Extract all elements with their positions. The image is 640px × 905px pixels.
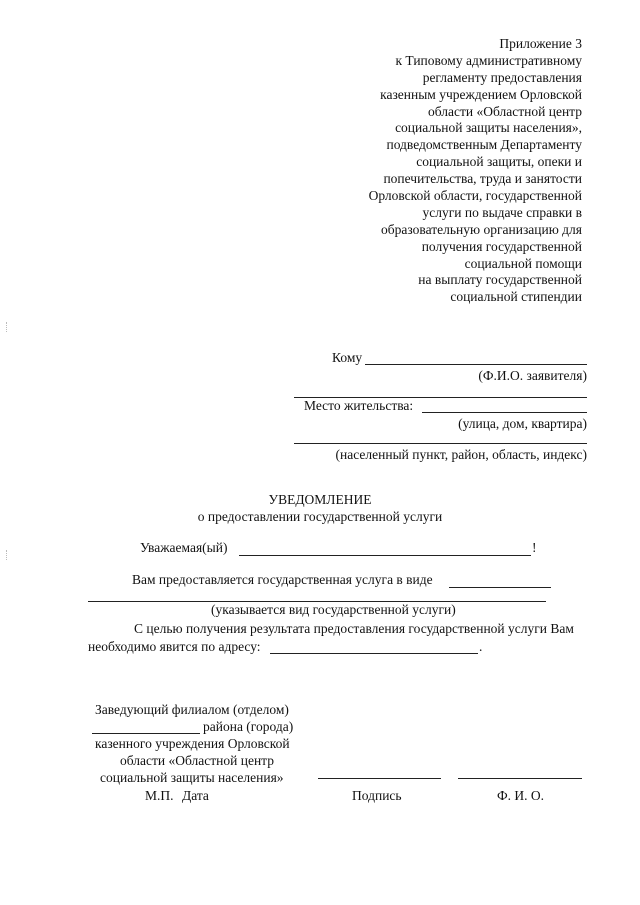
head-line5: социальной защиты населения» (100, 770, 284, 785)
locality-line (294, 443, 587, 444)
annex-line: регламенту предоставления (422, 69, 582, 85)
annex-line: образовательную организацию для (381, 221, 582, 237)
stamp-label: М.П. (145, 788, 174, 803)
street-caption: (улица, дом, квартира) (458, 416, 587, 431)
annex-line: услуги по выдаче справки в (422, 204, 582, 220)
annex-line: социальной помощи (464, 255, 582, 271)
service-caption: (указывается вид государственной услуги) (211, 602, 456, 617)
annex-line: области «Областной центр (428, 103, 582, 119)
to-label: Кому (332, 350, 363, 365)
annex-line: получения государственной (421, 238, 582, 254)
to-name-line (365, 364, 587, 365)
district-line (92, 733, 200, 734)
purpose-line2: необходимо явится по адресу: (88, 639, 261, 654)
head-line3: казенного учреждения Орловской (95, 736, 290, 751)
annex-line: к Типовому административному (395, 52, 582, 68)
purpose-line1: С целью получения результата предоставления государственной услуги Вам (134, 621, 574, 636)
annex-line: социальной защиты, опеки и (416, 154, 582, 170)
locality-caption: (населенный пункт, район, область, индекс) (335, 447, 587, 462)
service-line (449, 587, 551, 588)
scan-mark (6, 322, 8, 332)
notice-title: УВЕДОМЛЕНИЕ (268, 492, 372, 507)
annex-header (369, 36, 582, 306)
greeting-name-line (239, 555, 531, 556)
annex-line: на выплату государственной (418, 272, 582, 288)
address-period: . (479, 639, 483, 654)
residence-label: Место жительства: (304, 398, 414, 413)
greeting: Уважаемая(ый) (140, 540, 228, 555)
head-line4: области «Областной центр (120, 753, 274, 768)
head-line2: района (города) (203, 719, 294, 734)
residence-line (422, 412, 587, 413)
scan-mark (6, 550, 8, 560)
notice-subtitle: о предоставлении государственной услуги (197, 509, 443, 524)
signature-caption: Подпись (352, 788, 402, 803)
head-line1: Заведующий филиалом (отделом) (95, 702, 289, 717)
name-caption: (Ф.И.О. заявителя) (478, 368, 587, 383)
annex-line: попечительства, труда и занятости (383, 171, 582, 187)
annex-line: Орловской области, государственной (368, 188, 582, 204)
fio-line (458, 778, 582, 779)
address-line (270, 653, 478, 654)
date-label: Дата (182, 788, 209, 803)
annex-line: подведомственным Департаменту (386, 137, 582, 153)
annex-line: социальной стипендии (450, 289, 582, 305)
annex-line: Приложение 3 (499, 36, 582, 51)
annex-line: казенным учреждением Орловской (380, 86, 582, 102)
annex-line: социальной защиты населения», (395, 120, 582, 136)
greeting-exclamation: ! (532, 540, 537, 555)
fio-caption: Ф. И. О. (497, 788, 545, 803)
signature-line (318, 778, 441, 779)
service-text: Вам предоставляется государственная услуга в виде (132, 572, 433, 587)
